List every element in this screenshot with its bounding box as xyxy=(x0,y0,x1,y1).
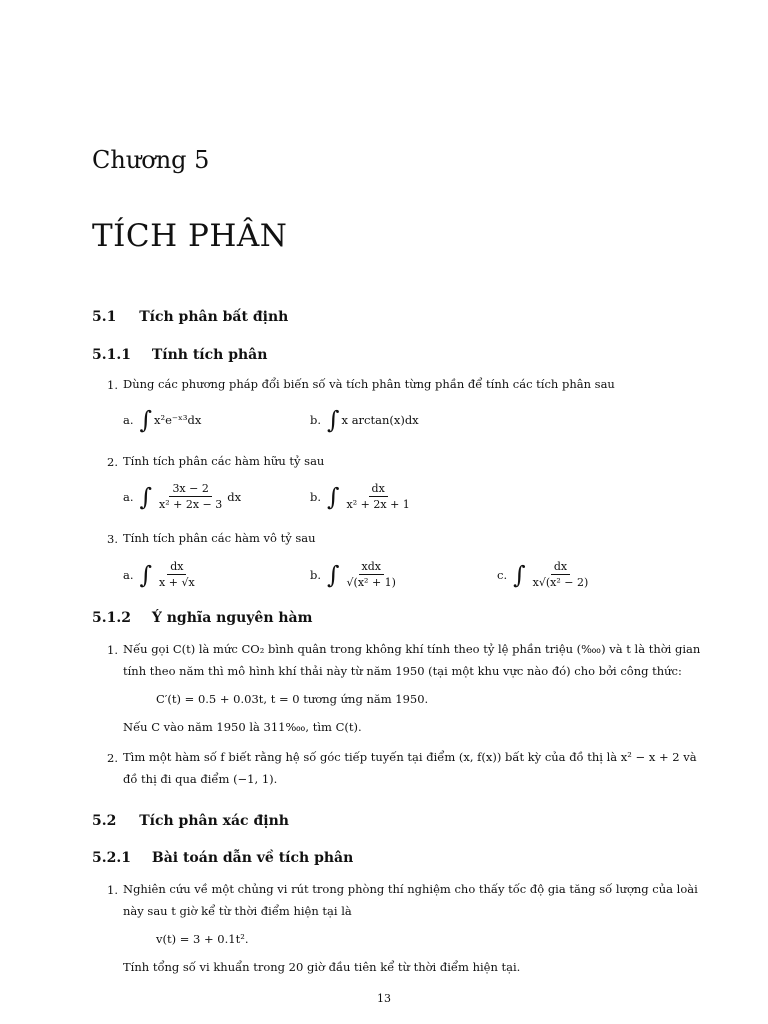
numerator: xdx xyxy=(359,560,384,575)
integral-sign: ∫ xyxy=(327,406,340,434)
integrand: x arctan(x)dx xyxy=(341,413,419,427)
exercise-number: 1. xyxy=(107,883,118,897)
subsection-number: 5.1.1 xyxy=(92,347,131,363)
option-a xyxy=(123,482,241,511)
subsection-5-1-1-heading xyxy=(92,347,267,363)
subsection-5-2-1-heading xyxy=(92,850,353,866)
denominator: √(x² + 1) xyxy=(346,576,396,589)
section-number: 5.2 xyxy=(92,813,117,829)
fraction xyxy=(344,482,413,511)
integral-sign: ∫ xyxy=(513,560,526,589)
numerator: dx xyxy=(551,560,570,575)
section-title: Tích phân bất định xyxy=(139,309,289,325)
exercise-number: 2. xyxy=(107,455,118,469)
option-label: c. xyxy=(497,567,508,582)
option-a xyxy=(123,408,201,432)
fraction xyxy=(156,560,198,589)
integral-sign: ∫ xyxy=(139,406,153,434)
section-5-2-heading xyxy=(92,813,289,829)
section-5-1-heading xyxy=(92,309,288,325)
chapter-label: Chương 5 xyxy=(92,146,210,174)
subsection-number: 5.2.1 xyxy=(92,850,131,866)
differential: dx xyxy=(227,489,242,504)
subsection-title: Tính tích phân xyxy=(151,347,268,363)
chapter-title: TÍCH PHÂN xyxy=(92,218,288,254)
subsection-number: 5.1.2 xyxy=(92,610,131,626)
exercise-number: 1. xyxy=(107,643,118,657)
numerator: dx xyxy=(167,560,186,575)
option-label: a. xyxy=(123,413,134,427)
exercise-line: tính theo năm thì mô hình khí thải này từ năm 1950 (tại một khu vực nào đó) cho bởi công thức: xyxy=(123,664,682,678)
exercise-text: Tính tích phân các hàm vô tỷ sau xyxy=(123,531,316,545)
option-label: a. xyxy=(123,567,134,582)
denominator: x² + 2x + 1 xyxy=(346,498,410,511)
exercise-line: Nghiên cứu về một chủng vi rút trong phòng thí nghiệm cho thấy tốc độ gia tăng số lượng của loài xyxy=(123,882,698,896)
exercise-line: Nếu gọi C(t) là mức CO₂ bình quân trong không khí tính theo tỷ lệ phần triệu (‱) và t là thời gian xyxy=(123,642,701,656)
option-a xyxy=(123,560,200,589)
denominator: x√(x² − 2) xyxy=(532,576,589,589)
option-label: b. xyxy=(310,413,322,427)
subsection-5-1-2-heading xyxy=(92,610,312,626)
option-label: a. xyxy=(123,489,134,504)
exercise-line: này sau t giờ kể từ thời điểm hiện tại là xyxy=(123,904,352,918)
denominator: x + √x xyxy=(159,576,195,589)
fraction xyxy=(344,560,399,589)
formula: C′(t) = 0.5 + 0.03t, t = 0 tương ứng năm 1950. xyxy=(156,692,429,706)
fraction xyxy=(156,482,225,511)
integral-sign: ∫ xyxy=(327,560,340,589)
option-label: b. xyxy=(310,489,322,504)
option-b xyxy=(310,482,415,511)
exercise-line: Nếu C vào năm 1950 là 311‱, tìm C(t). xyxy=(123,720,362,734)
exercise-text: Dùng các phương pháp đổi biến số và tích phân từng phần để tính các tích phân sau xyxy=(123,377,615,391)
exercise-line: Tính tổng số vi khuẩn trong 20 giờ đầu tiên kể từ thời điểm hiện tại. xyxy=(123,960,521,974)
section-title: Tích phân xác định xyxy=(139,813,289,829)
exercise-number: 1. xyxy=(107,378,118,392)
section-number: 5.1 xyxy=(92,309,117,325)
page-number: 13 xyxy=(377,992,391,1005)
integral-sign: ∫ xyxy=(327,482,340,511)
integral-sign: ∫ xyxy=(139,560,153,589)
numerator: dx xyxy=(369,482,388,497)
subsection-title: Ý nghĩa nguyên hàm xyxy=(151,610,313,626)
exercise-line: Tìm một hàm số f biết rằng hệ số góc tiếp tuyến tại điểm (x, f(x)) bất kỳ của đồ thị là x² − x + 2 và xyxy=(123,750,697,764)
exercise-number: 3. xyxy=(107,532,118,546)
formula: v(t) = 3 + 0.1t². xyxy=(156,932,249,946)
exercise-text: Tính tích phân các hàm hữu tỷ sau xyxy=(123,454,325,468)
denominator: x² + 2x − 3 xyxy=(159,498,223,511)
option-b xyxy=(310,408,419,432)
integrand: x²e⁻ˣ³dx xyxy=(154,413,202,427)
option-c xyxy=(497,560,593,589)
integral-sign: ∫ xyxy=(139,482,153,511)
subsection-title: Bài toán dẫn về tích phân xyxy=(151,850,354,866)
option-b xyxy=(310,560,401,589)
option-label: b. xyxy=(310,567,322,582)
fraction xyxy=(530,560,592,589)
numerator: 3x − 2 xyxy=(169,482,211,497)
exercise-line: đồ thị đi qua điểm (−1, 1). xyxy=(123,772,278,786)
exercise-number: 2. xyxy=(107,751,118,765)
